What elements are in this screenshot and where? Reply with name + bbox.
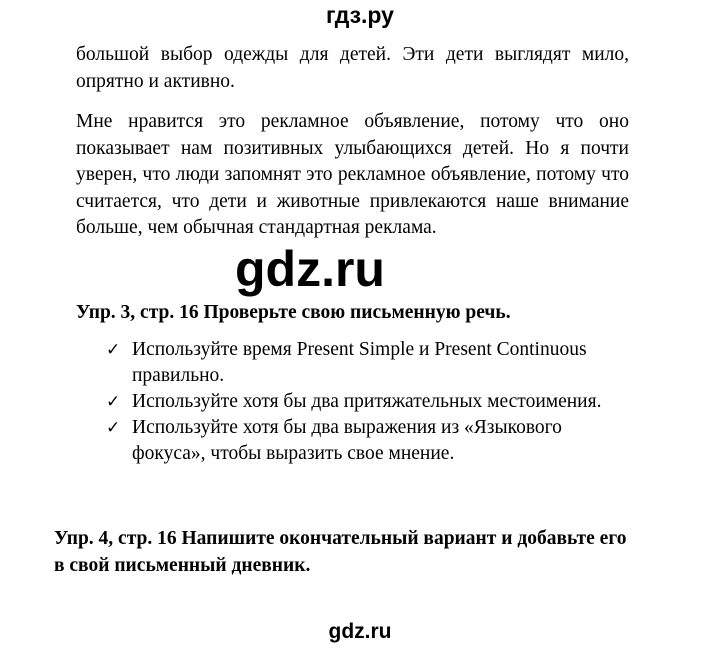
checklist-item-text: Используйте время Present Simple и Present Continuous правильно. — [132, 339, 587, 386]
checklist-item — [106, 337, 622, 389]
checklist-item — [106, 415, 622, 467]
site-header: гдз.ру — [326, 2, 394, 28]
checklist — [106, 337, 622, 467]
paragraph-2: Мне нравится это рекламное объявление, потому что оно показывает нам позитивных улыбающихся детей. Но я почти уверен, что люди запомнят это рекламное объявление, потому что считается, что дети и животные привлекаются наше внимание больше, чем обычная стандартная реклама. — [76, 111, 629, 238]
check-icon: ✓ — [106, 340, 121, 360]
checklist-item — [106, 389, 622, 415]
checklist-item-text: Используйте хотя бы два выражения из «Языкового фокуса», чтобы выразить свое мнение. — [132, 417, 562, 464]
site-footer: gdz.ru — [328, 620, 392, 643]
check-icon: ✓ — [106, 418, 121, 438]
checklist-item-text: Используйте хотя бы два притяжательных местоимения. — [132, 391, 602, 412]
paragraph-1: большой выбор одежды для детей. Эти дети выглядят мило, опрятно и активно. — [76, 44, 629, 92]
exercise-4-heading: Упр. 4, стр. 16 Напишите окончательный вариант и добавьте его в свой письменный дневник. — [54, 528, 627, 576]
check-icon: ✓ — [106, 392, 121, 412]
exercise-3-heading: Упр. 3, стр. 16 Проверьте свою письменную речь. — [76, 302, 511, 323]
watermark: gdz.ru — [235, 241, 385, 297]
